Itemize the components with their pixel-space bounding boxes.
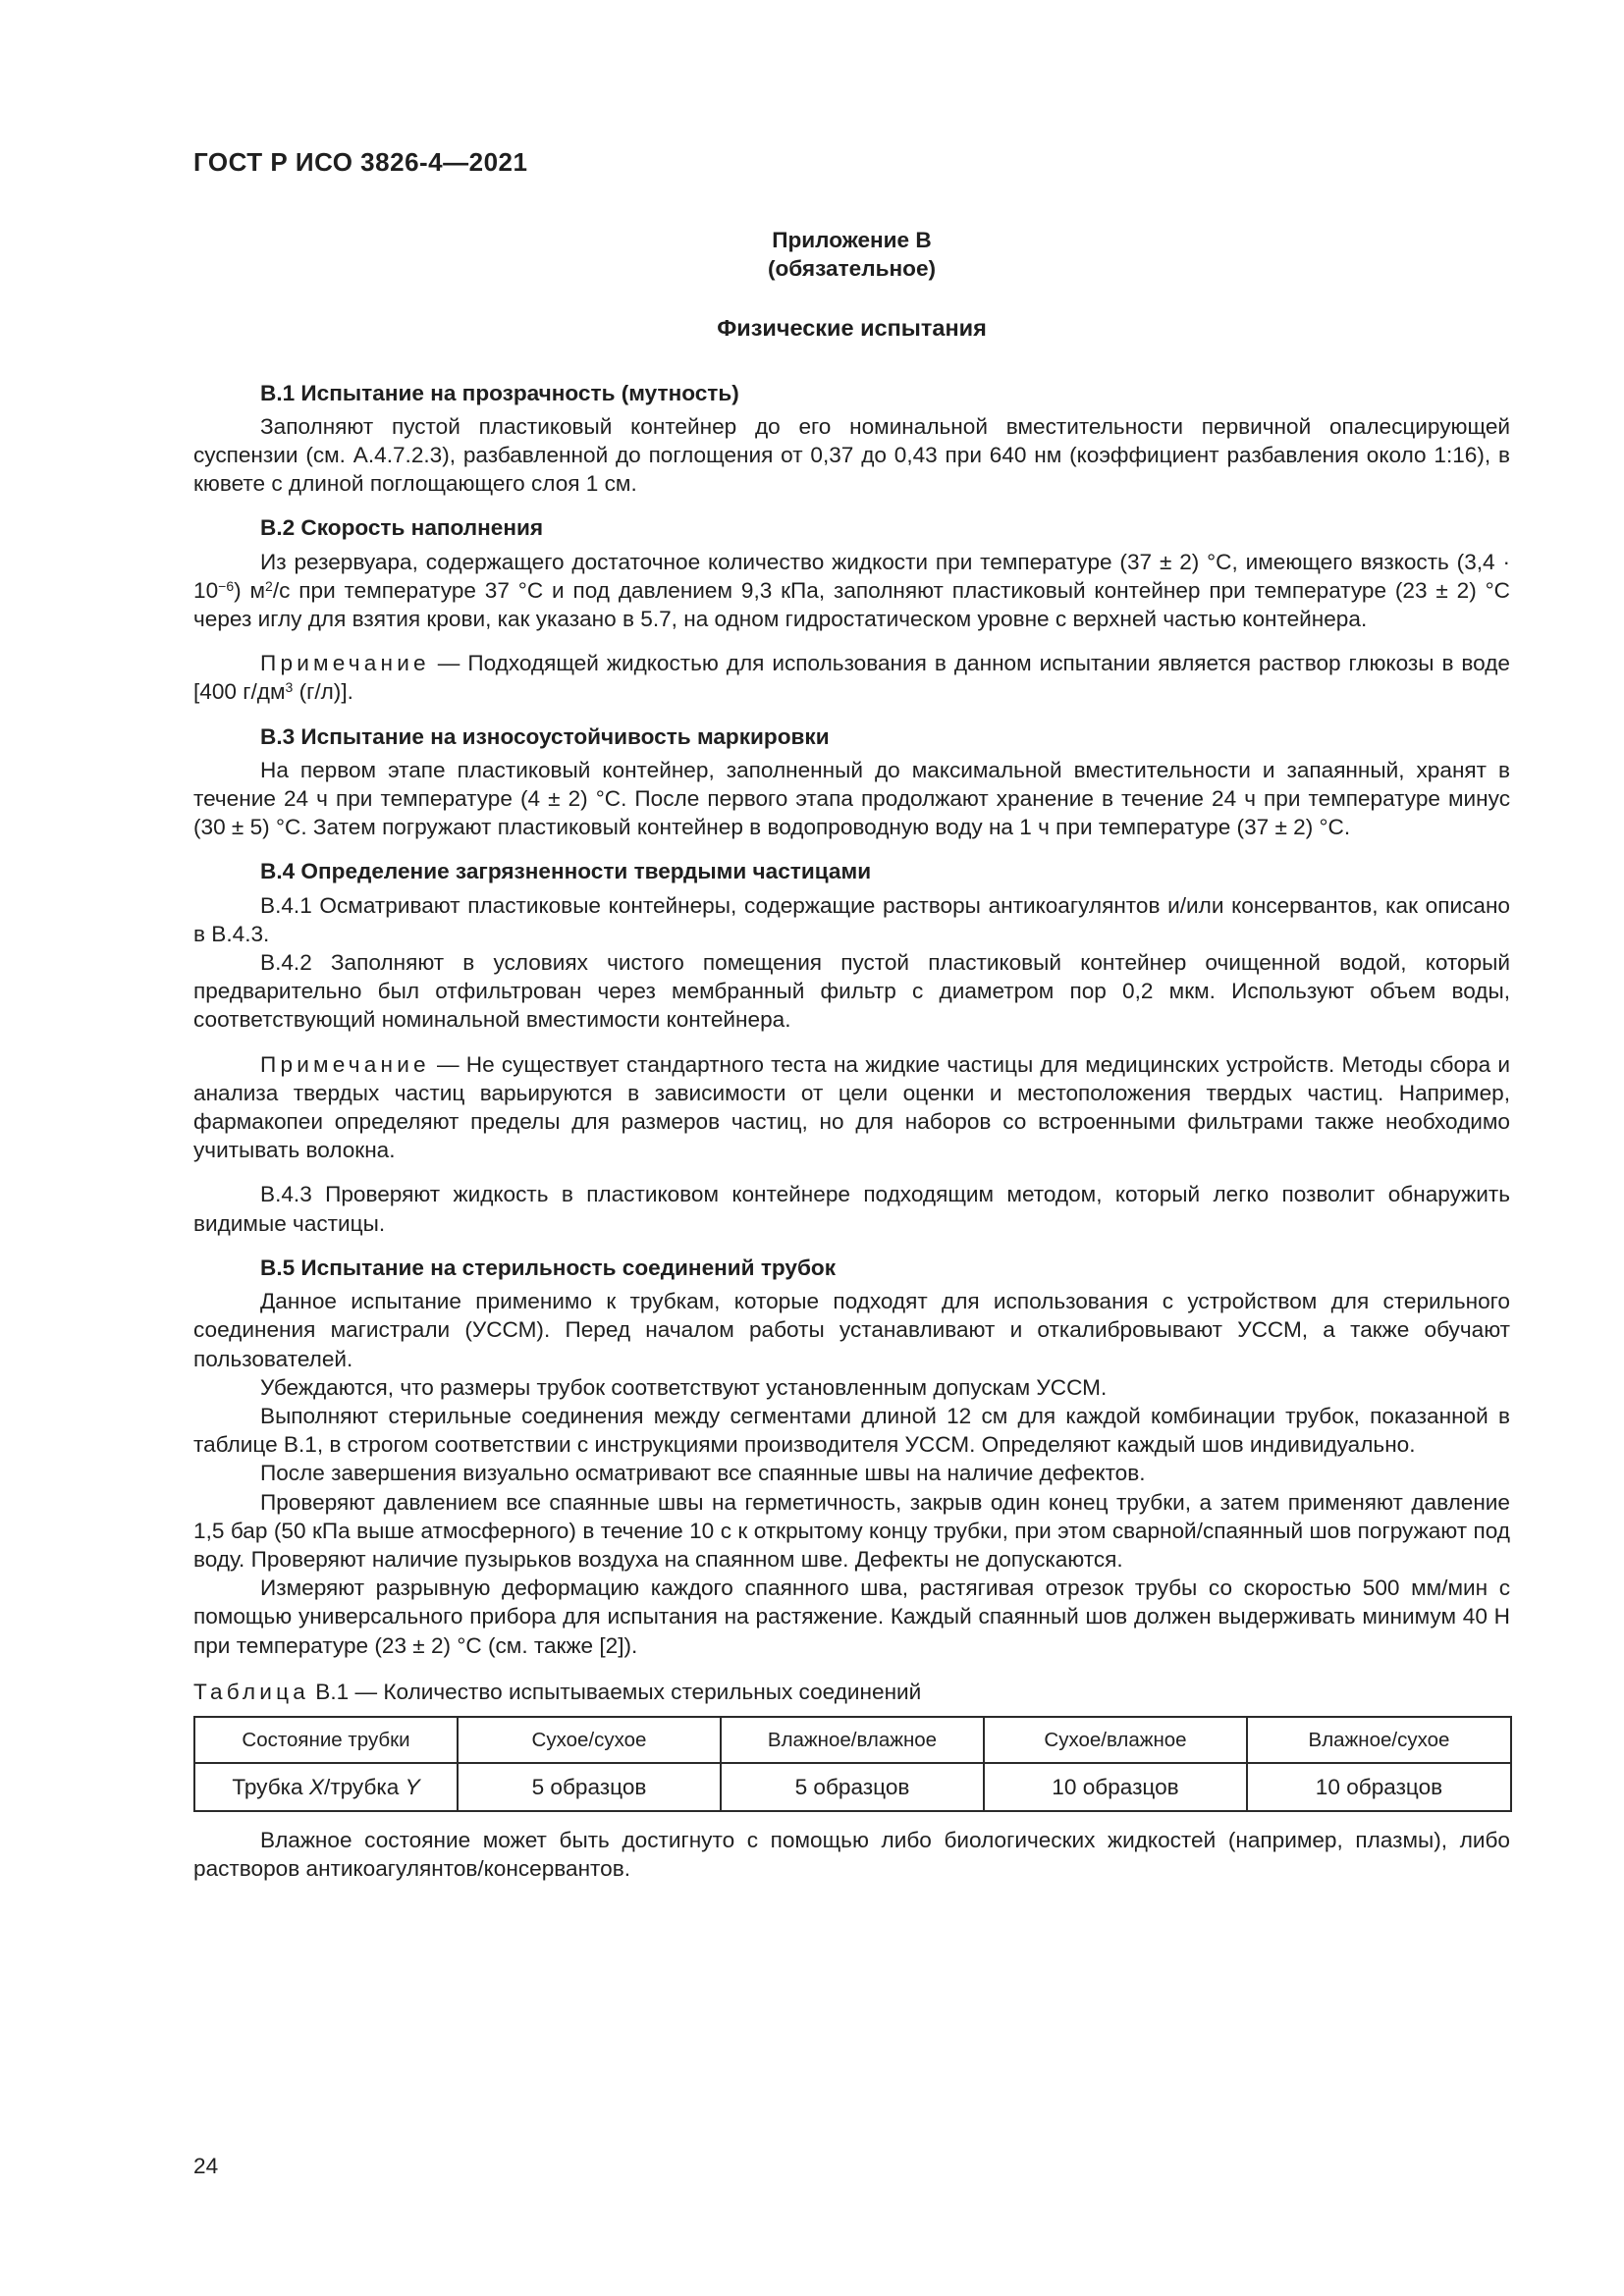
section-b5-p1: Данное испытание применимо к трубкам, которые подходят для использования с устройством для стерильного соединения магистрали (УССМ). Перед началом работы устанавливают и откалибровывают УССМ, а также обучают пользователей. [193,1289,1510,1371]
section-b3-heading: В.3 Испытание на износоустойчивость маркировки [260,723,830,749]
note-text: — Не существует стандартного теста на жидкие частицы для медицинских устройств. Методы сбора и анализа твердых частиц варьируются в зависимости от цели оценки и местоположения твердых частиц. Например, фармакопеи определяют пределы для размеров частиц, но для наборов со встроенными фильтрами также необходимо учитывать волокна. [193,1051,1510,1163]
row-label-text: Трубка [232,1774,309,1799]
note-label: Примечание [260,651,430,676]
document-code: ГОСТ Р ИСО 3826-4—2021 [193,147,528,177]
section-b5-p4: После завершения визуально осматривают все спаянные швы на наличие дефектов. [260,1461,1146,1486]
table-header-cell: Сухое/сухое [458,1717,721,1763]
table-cell: 5 образцов [458,1763,721,1811]
section-b1-heading: В.1 Испытание на прозрачность (мутность) [260,380,739,405]
b2-exponent: 2 [265,577,273,594]
table-header-row [194,1717,1511,1763]
page-number: 24 [193,2154,219,2178]
annex-heading: Физические испытания [717,315,987,342]
table-row [194,1763,1511,1811]
section-b3-text: На первом этапе пластиковый контейнер, заполненный до максимальной вместительности и запаянный, хранят в течение 24 ч при температуре (4 ± 2) °С. После первого этапа продолжают хранение в течение 24 ч при температуре минус (30 ± 5) °С. Затем погружают пластиковый контейнер в водопроводную воду на 1 ч при температуре (37 ± 2) °С. [193,757,1510,840]
section-b1-text: Заполняют пустой пластиковый контейнер до его номинальной вместительности первичной опалесцирующей суспензии (см. А.4.7.2.3), разбавленной до поглощения от 0,37 до 0,43 при 640 нм (коэффициент разбавления около 1:16), в кювете с длиной поглощающего слоя 1 см. [193,413,1510,497]
section-b5-p3: Выполняют стерильные соединения между сегментами длиной 12 см для каждой комбинации трубок, показанной в таблице В.1, в строгом соответствии с инструкциями производителя УССМ. Определяют каждый шов индивидуально. [193,1403,1510,1458]
row-label-var-y: Y [405,1774,420,1799]
section-b5-p2: Убеждаются, что размеры трубок соответствуют установленным допускам УССМ. [260,1374,1108,1400]
section-b4-heading: В.4 Определение загрязненности твердыми частицами [260,859,872,884]
section-b2-note [193,649,1510,706]
table-header-cell: Влажное/влажное [721,1717,984,1763]
section-b4-3: В.4.3 Проверяют жидкость в пластиковом контейнере подходящим методом, который легко позволит обнаружить видимые частицы. [193,1182,1510,1236]
note-text: — Подходящей жидкостью для использования в данном испытании является раствор глюкозы в воде [400 г/дм [193,651,1510,705]
table-cell: 10 образцов [984,1763,1247,1811]
b2-text-part: Из резервуара, содержащего достаточное количество жидкости при температуре (37 ± 2) °С, имеющего вязкость (3,4 · 10 [193,549,1510,603]
after-table-text: Влажное состояние может быть достигнуто с помощью либо биологических жидкостей (например, плазмы), либо растворов антикоагулянтов/консервантов. [193,1827,1510,1882]
row-label-text: /трубка [323,1774,406,1799]
sterile-connections-table [193,1716,1512,1812]
table-caption [193,1678,1510,1706]
table-caption-word: Таблица [193,1679,309,1704]
table-header-cell: Состояние трубки [194,1717,458,1763]
section-b4-2: В.4.2 Заполняют в условиях чистого помещения пустой пластиковый контейнер очищенной водой, который предварительно был отфильтрован через мембранный фильтр с диаметром пор 0,2 мкм. Используют объем воды, соответствующий номинальной вместимости контейнера. [193,950,1510,1033]
b2-exponent: −6 [218,577,235,594]
table-header-cell: Сухое/влажное [984,1717,1247,1763]
note-label: Примечание [260,1051,430,1077]
table-row-label [194,1763,458,1811]
table-cell: 10 образцов [1247,1763,1511,1811]
table-caption-text: В.1 — Количество испытываемых стерильных соединений [309,1679,922,1704]
annex-type: (обязательное) [767,256,937,282]
note-text: (г/л)]. [293,679,353,705]
b2-text-part: /с при температуре 37 °С и под давлением 9,3 кПа, заполняют пластиковый контейнер при температуре (23 ± 2) °С через иглу для взятия крови, как указано в 5.7, на одном гидростатическом уровне с верхней частью контейнера. [193,577,1510,632]
section-b2-text [193,548,1510,634]
section-b4-note [193,1050,1510,1165]
section-b4-1: В.4.1 Осматривают пластиковые контейнеры, содержащие растворы антикоагулянтов и/или консервантов, как описано в В.4.3. [193,892,1510,946]
section-b5-heading: В.5 Испытание на стерильность соединений трубок [260,1255,837,1280]
section-b5-p6: Измеряют разрывную деформацию каждого спаянного шва, растягивая отрезок трубы со скоростью 500 мм/мин с помощью универсального прибора для испытания на растяжение. Каждый спаянный шов должен выдерживать минимум 40 Н при температуре (23 ± 2) °С (см. также [2]). [193,1575,1510,1658]
page-content [193,226,1510,1883]
note-exponent: 3 [285,679,294,696]
b2-text-part: ) м [234,577,266,603]
table-header-cell: Влажное/сухое [1247,1717,1511,1763]
row-label-var-x: X [308,1774,324,1799]
section-b2-heading: В.2 Скорость наполнения [260,515,544,541]
section-b5-p5: Проверяют давлением все спаянные швы на герметичность, закрыв один конец трубки, а затем применяют давление 1,5 бар (50 кПа выше атмосферного) в течение 10 с к открытому концу трубки, при этом сварной/спаянный шов погружают под воду. Проверяют наличие пузырьков воздуха на спаянном шве. Дефекты не допускаются. [193,1489,1510,1572]
annex-title: Приложение В [772,228,932,252]
table-cell: 5 образцов [721,1763,984,1811]
